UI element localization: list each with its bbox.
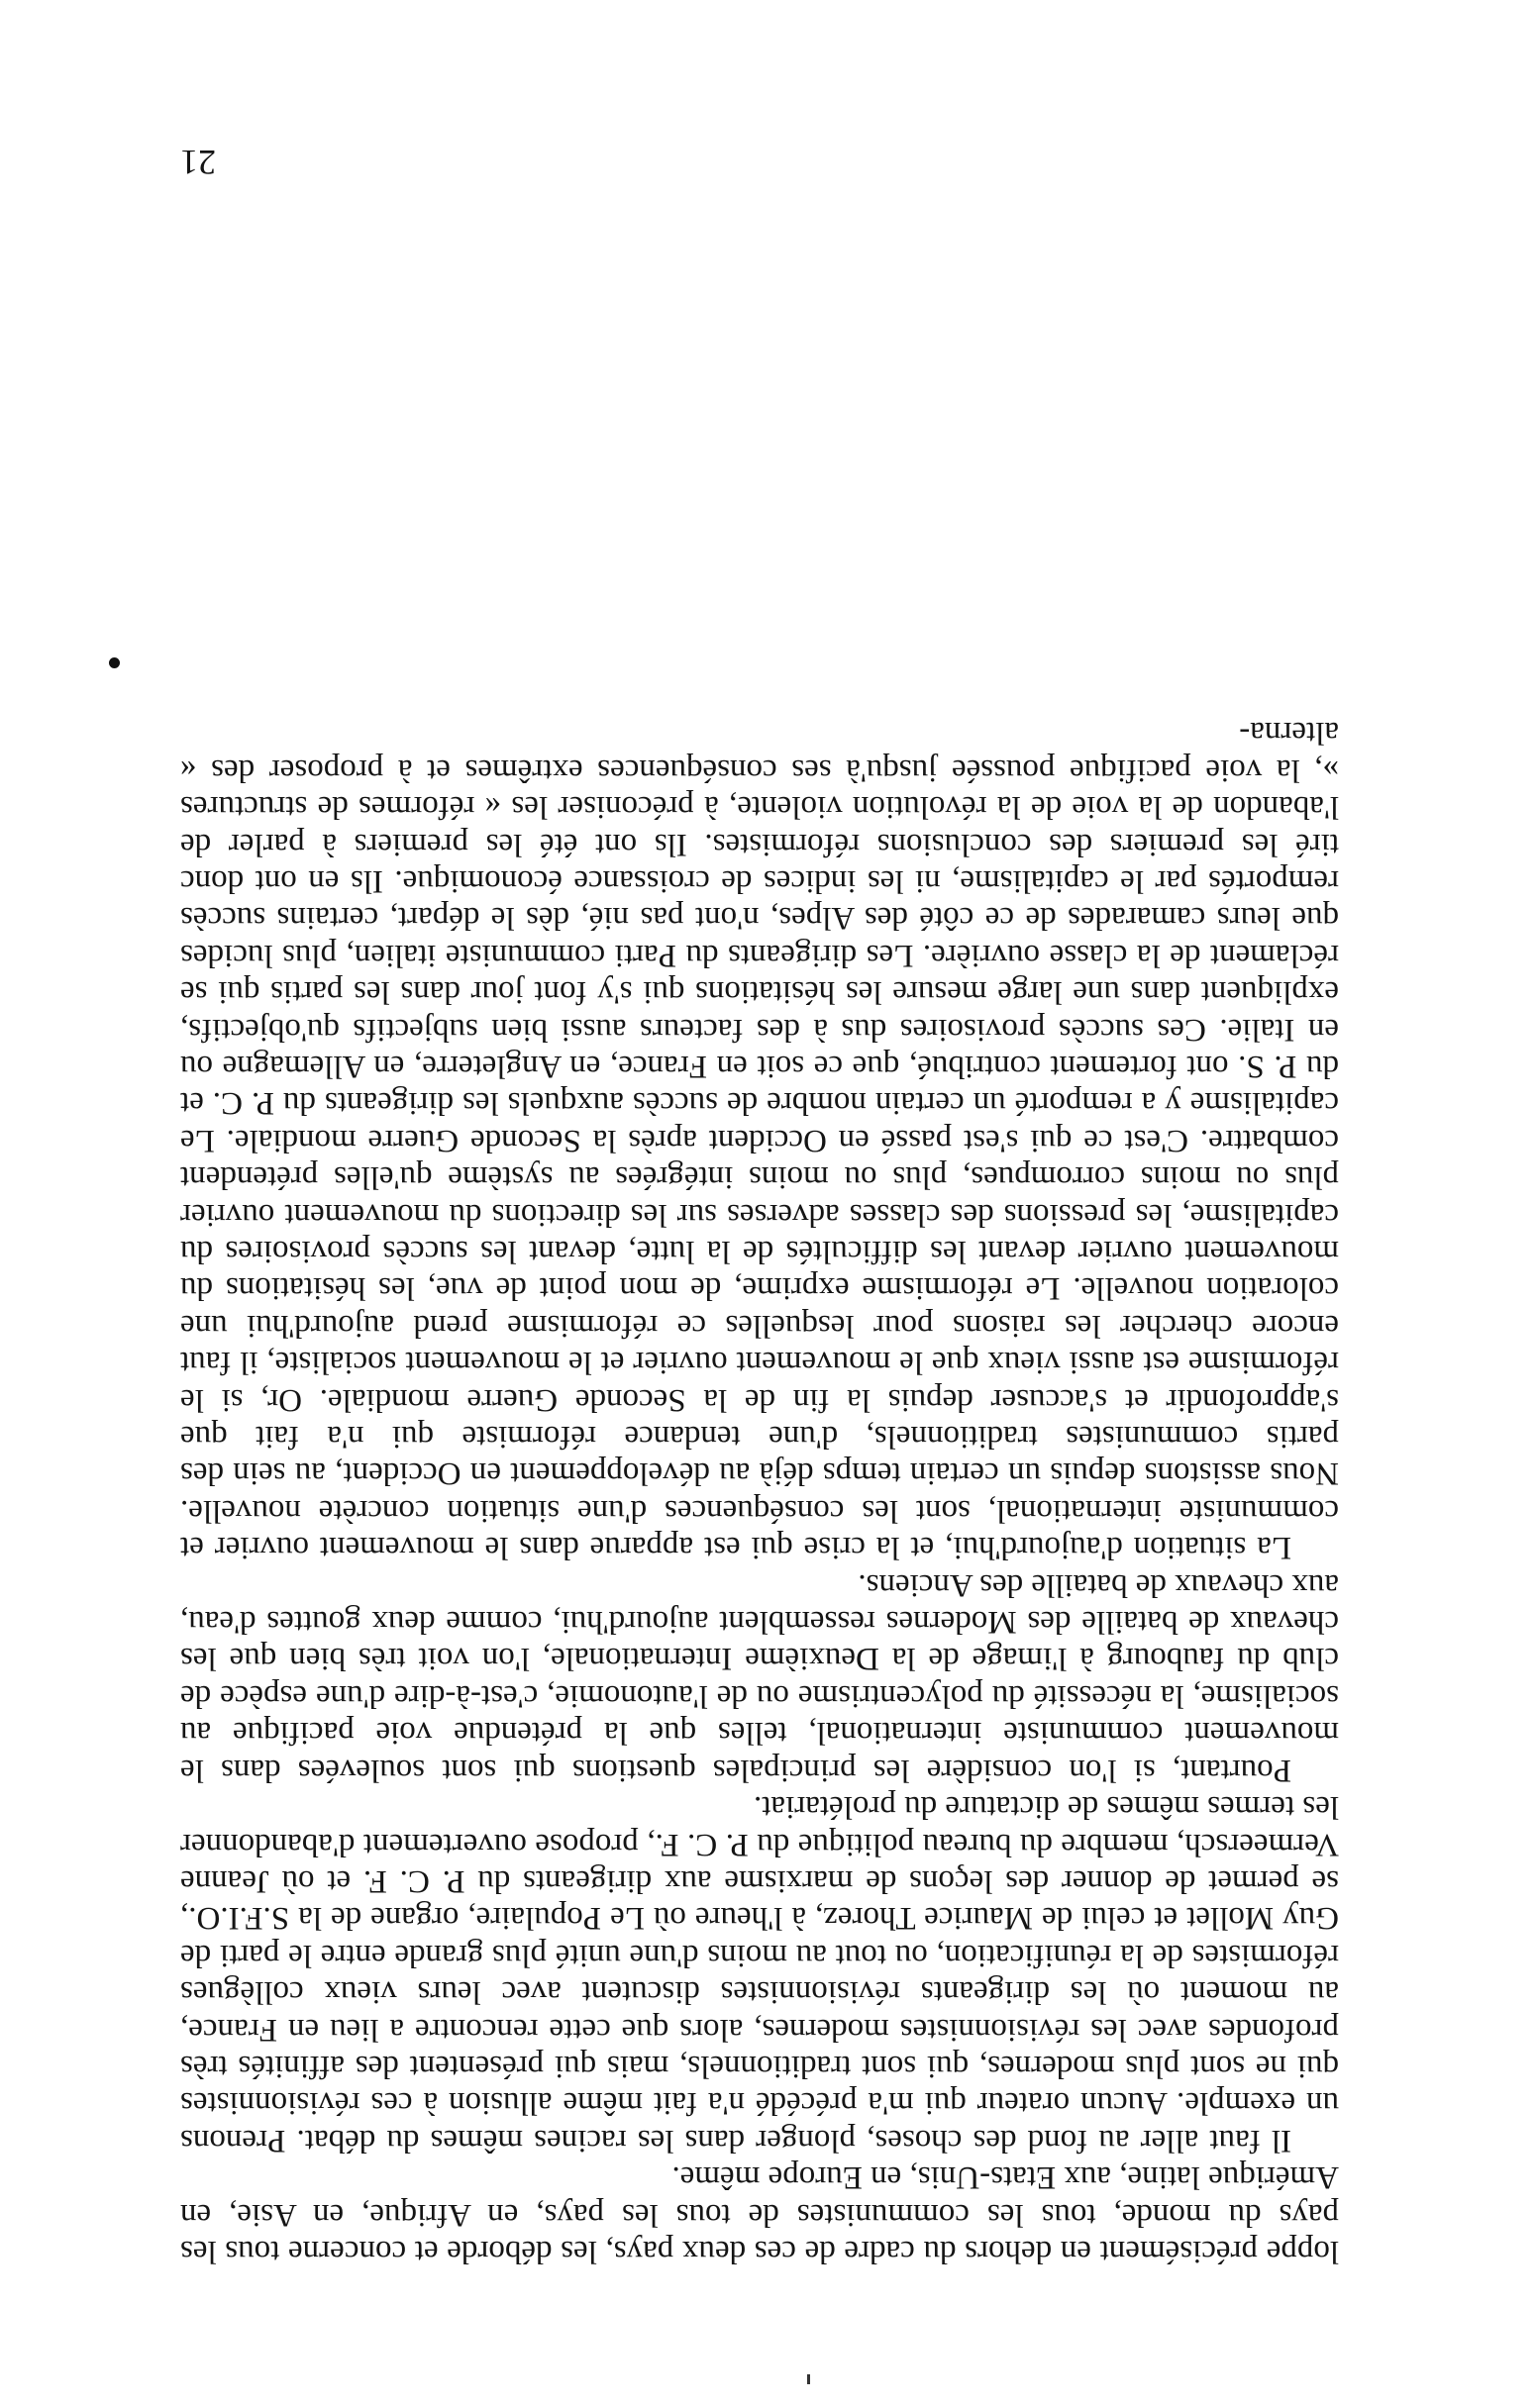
ink-mark: [807, 2374, 810, 2384]
paragraph-polycentrism: Pourtant, si l'on considère les principales questions qui sont soulevées dans le mouvement communiste international, telles que la prétendue voie pacifique au socialisme, la nécessité du polycentrisme ou de l'autonomie, c'est-à-dire d'une espèce de club du faubourg à l'image de la Deuxième Internationale, l'on voit très bien que les chevaux de bataille des Modernes ressemblent aujourd'hui, comme deux gouttes d'eau, aux chevaux de bataille des Anciens.: [180, 1566, 1339, 1788]
paragraph-revisionists: Il faut aller au fond des choses, plonger dans les racines mêmes du débat. Prenons un exemple. Aucun orateur qui m'a précédé n'a fait même allusion à ces révisionnistes qui ne sont plus modernes, qui sont traditionnels, mais qui présentent des affinités très profondes avec les révisionnistes modernes, alors que cette rencontre a lieu en France, au moment où les dirigeants révisionnistes discutent avec leurs vieux collègues réformistes de la réunification, ou tout au moins d'une unité plus grande entre le parti de Guy Mollet et celui de Maurice Thorez, à l'heure où Le Populaire, organe de la S.F.I.O., se permet de donner des leçons de marxisme aux dirigeants du P. C. F. et où Jeanne Vermeersch, membre du bureau politique du P. C. F., propose ouvertement d'abandonner les termes mêmes de dictature du prolétariat.: [180, 1789, 1339, 2158]
ink-speck: [109, 657, 120, 668]
body-text: [180, 714, 1339, 2269]
paragraph-reformism: La situation d'aujourd'hui, et la crise qui est apparue dans le mouvement ouvrier et communiste international, sont les conséquences d'une situation concrète nouvelle. Nous assistons depuis un certain temps déjà au développement en Occident, au sein des partis communistes traditionnels, d'une tendance réformiste qui n'a fait que s'approfondir et s'accuser depuis la fin de la Seconde Guerre mondiale. Or, si le réformisme est aussi vieux que le mouvement ouvrier et le mouvement socialiste, il faut encore chercher les raisons pour lesquelles ce réformisme prend aujourd'hui une coloration nouvelle. Le réformisme exprime, de mon point de vue, les hésitations du mouvement ouvrier devant les difficultés de la lutte, devant les succès provisoires du capitalisme, les pressions des classes adverses sur les directions du mouvement ouvrier plus ou moins corrompues, plus ou moins intégrées au système qu'elles prétendent combattre. C'est ce qui s'est passé en Occident après la Seconde Guerre mondiale. Le capitalisme y a remporté un certain nombre de succès auxquels les dirigeants du P. C. et du P. S. ont fortement contribué, que ce soit en France, en Angleterre, en Allemagne ou en Italie. Ces succès provisoires dus à des facteurs aussi bien subjectifs qu'objectifs, expliquent dans une large mesure les hésitations qui s'y font jour dans les partis qui se réclament de la classe ouvrière. Les dirigeants du Parti communiste italien, plus lucides que leurs camarades de ce côté des Alpes, n'ont pas nié, dès le départ, certains succès remportés par le capitalisme, ni les indices de croissance économique. Ils en ont donc tiré les premiers des conclusions réformistes. Ils ont été les premiers à parler de l'abandon de la voie de la révolution violente, à préconiser les « réformes de structures », la voie pacifique poussée jusqu'à ses conséquences extrêmes et à proposer des « alterna-: [180, 715, 1339, 1566]
paragraph-continuation: loppe précisément en dehors du cadre de ces deux pays, les déborde et concerne tous les pays du monde, tous les communistes de tous les pays, en Afrique, en Asie, en Amérique latine, aux Etats-Unis, en Europe même.: [180, 2159, 1339, 2269]
page-number: 21: [180, 143, 216, 182]
